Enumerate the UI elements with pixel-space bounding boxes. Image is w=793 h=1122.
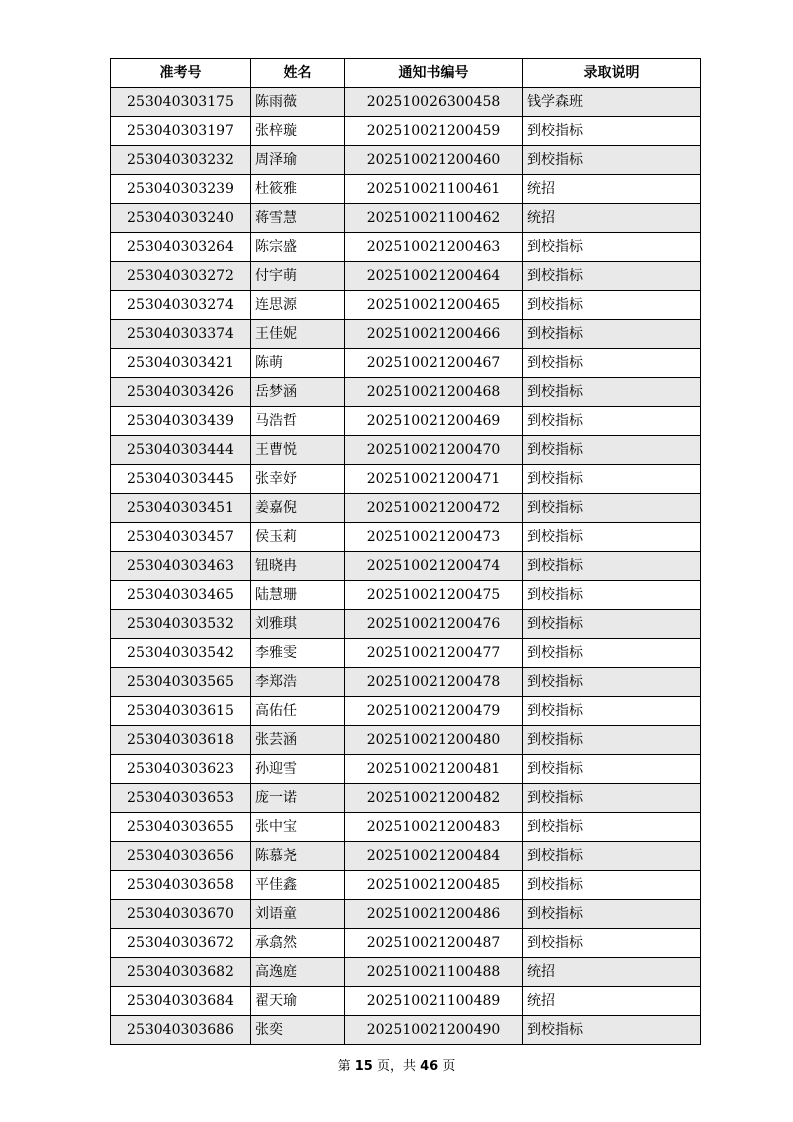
admission-note-cell: 到校指标 <box>523 552 701 581</box>
table-row <box>111 436 701 465</box>
exam-number-cell: 253040303457 <box>111 523 251 552</box>
notice-number-cell: 202510021200473 <box>345 523 523 552</box>
exam-number-cell: 253040303439 <box>111 407 251 436</box>
notice-number-cell: 202510021200475 <box>345 581 523 610</box>
admission-note-cell: 到校指标 <box>523 494 701 523</box>
name-cell: 王曹悦 <box>251 436 345 465</box>
notice-number-cell: 202510021200460 <box>345 146 523 175</box>
exam-number-cell: 253040303670 <box>111 900 251 929</box>
name-cell: 陆慧珊 <box>251 581 345 610</box>
name-cell: 陈宗盛 <box>251 233 345 262</box>
table-row <box>111 784 701 813</box>
admission-note-cell: 到校指标 <box>523 668 701 697</box>
table-row <box>111 813 701 842</box>
notice-number-cell: 202510021200487 <box>345 929 523 958</box>
name-cell: 张幸妤 <box>251 465 345 494</box>
notice-number-cell: 202510021100461 <box>345 175 523 204</box>
table-row <box>111 552 701 581</box>
admission-note-cell: 到校指标 <box>523 784 701 813</box>
header-admission-note: 录取说明 <box>523 59 701 88</box>
notice-number-cell: 202510021200478 <box>345 668 523 697</box>
table-row <box>111 146 701 175</box>
name-cell: 高逸庭 <box>251 958 345 987</box>
name-cell: 蒋雪慧 <box>251 204 345 233</box>
notice-number-cell: 202510021200467 <box>345 349 523 378</box>
admission-note-cell: 统招 <box>523 175 701 204</box>
exam-number-cell: 253040303240 <box>111 204 251 233</box>
header-notice-number: 通知书编号 <box>345 59 523 88</box>
exam-number-cell: 253040303623 <box>111 755 251 784</box>
admission-table <box>110 58 701 1045</box>
exam-number-cell: 253040303274 <box>111 291 251 320</box>
notice-number-cell: 202510021200466 <box>345 320 523 349</box>
name-cell: 承翕然 <box>251 929 345 958</box>
name-cell: 侯玉莉 <box>251 523 345 552</box>
name-cell: 张芸涵 <box>251 726 345 755</box>
notice-number-cell: 202510021100489 <box>345 987 523 1016</box>
admission-note-cell: 到校指标 <box>523 523 701 552</box>
admission-note-cell: 到校指标 <box>523 407 701 436</box>
notice-number-cell: 202510021200485 <box>345 871 523 900</box>
name-cell: 钮晓冉 <box>251 552 345 581</box>
notice-number-cell: 202510021200464 <box>345 262 523 291</box>
admission-note-cell: 统招 <box>523 204 701 233</box>
notice-number-cell: 202510021200477 <box>345 639 523 668</box>
name-cell: 翟天瑜 <box>251 987 345 1016</box>
notice-number-cell: 202510021200479 <box>345 697 523 726</box>
notice-number-cell: 202510021200465 <box>345 291 523 320</box>
exam-number-cell: 253040303463 <box>111 552 251 581</box>
table-row <box>111 320 701 349</box>
table-row <box>111 233 701 262</box>
exam-number-cell: 253040303655 <box>111 813 251 842</box>
admission-note-cell: 到校指标 <box>523 262 701 291</box>
table-row <box>111 871 701 900</box>
admission-note-cell: 到校指标 <box>523 1016 701 1045</box>
notice-number-cell: 202510026300458 <box>345 88 523 117</box>
notice-number-cell: 202510021200469 <box>345 407 523 436</box>
notice-number-cell: 202510021200481 <box>345 755 523 784</box>
admission-note-cell: 到校指标 <box>523 871 701 900</box>
table-row <box>111 929 701 958</box>
name-cell: 平佳鑫 <box>251 871 345 900</box>
name-cell: 连思源 <box>251 291 345 320</box>
exam-number-cell: 253040303565 <box>111 668 251 697</box>
exam-number-cell: 253040303264 <box>111 233 251 262</box>
table-row <box>111 407 701 436</box>
notice-number-cell: 202510021200486 <box>345 900 523 929</box>
table-row <box>111 88 701 117</box>
exam-number-cell: 253040303615 <box>111 697 251 726</box>
exam-number-cell: 253040303618 <box>111 726 251 755</box>
page-footer <box>0 1055 793 1074</box>
table-row <box>111 726 701 755</box>
name-cell: 陈萌 <box>251 349 345 378</box>
name-cell: 张奕 <box>251 1016 345 1045</box>
exam-number-cell: 253040303444 <box>111 436 251 465</box>
admission-note-cell: 到校指标 <box>523 697 701 726</box>
admission-note-cell: 到校指标 <box>523 349 701 378</box>
exam-number-cell: 253040303684 <box>111 987 251 1016</box>
name-cell: 陈雨薇 <box>251 88 345 117</box>
exam-number-cell: 253040303672 <box>111 929 251 958</box>
name-cell: 周泽瑜 <box>251 146 345 175</box>
table-row <box>111 349 701 378</box>
notice-number-cell: 202510021200472 <box>345 494 523 523</box>
exam-number-cell: 253040303239 <box>111 175 251 204</box>
name-cell: 庞一诺 <box>251 784 345 813</box>
admission-note-cell: 到校指标 <box>523 610 701 639</box>
table-row <box>111 958 701 987</box>
name-cell: 付宇萌 <box>251 262 345 291</box>
admission-note-cell: 到校指标 <box>523 726 701 755</box>
name-cell: 刘语童 <box>251 900 345 929</box>
table-row <box>111 842 701 871</box>
exam-number-cell: 253040303272 <box>111 262 251 291</box>
table-row <box>111 639 701 668</box>
exam-number-cell: 253040303532 <box>111 610 251 639</box>
notice-number-cell: 202510021200476 <box>345 610 523 639</box>
table-row <box>111 987 701 1016</box>
admission-note-cell: 到校指标 <box>523 233 701 262</box>
exam-number-cell: 253040303682 <box>111 958 251 987</box>
table-row <box>111 262 701 291</box>
name-cell: 马浩哲 <box>251 407 345 436</box>
admission-note-cell: 到校指标 <box>523 117 701 146</box>
admission-note-cell: 统招 <box>523 987 701 1016</box>
table-row <box>111 494 701 523</box>
exam-number-cell: 253040303656 <box>111 842 251 871</box>
exam-number-cell: 253040303197 <box>111 117 251 146</box>
name-cell: 岳梦涵 <box>251 378 345 407</box>
admission-note-cell: 到校指标 <box>523 146 701 175</box>
notice-number-cell: 202510021200468 <box>345 378 523 407</box>
notice-number-cell: 202510021100488 <box>345 958 523 987</box>
notice-number-cell: 202510021200459 <box>345 117 523 146</box>
header-name: 姓名 <box>251 59 345 88</box>
notice-number-cell: 202510021200484 <box>345 842 523 871</box>
table-row <box>111 610 701 639</box>
exam-number-cell: 253040303421 <box>111 349 251 378</box>
table-row <box>111 465 701 494</box>
table-row <box>111 1016 701 1045</box>
admission-note-cell: 到校指标 <box>523 320 701 349</box>
name-cell: 刘雅琪 <box>251 610 345 639</box>
exam-number-cell: 253040303374 <box>111 320 251 349</box>
notice-number-cell: 202510021200480 <box>345 726 523 755</box>
admission-note-cell: 到校指标 <box>523 465 701 494</box>
table-row <box>111 117 701 146</box>
name-cell: 杜筱雅 <box>251 175 345 204</box>
exam-number-cell: 253040303658 <box>111 871 251 900</box>
name-cell: 孙迎雪 <box>251 755 345 784</box>
exam-number-cell: 253040303445 <box>111 465 251 494</box>
footer-middle: 页，共 <box>376 1059 416 1074</box>
admission-note-cell: 到校指标 <box>523 291 701 320</box>
admission-note-cell: 到校指标 <box>523 929 701 958</box>
name-cell: 李雅雯 <box>251 639 345 668</box>
name-cell: 王佳妮 <box>251 320 345 349</box>
exam-number-cell: 253040303232 <box>111 146 251 175</box>
table-row <box>111 204 701 233</box>
table-row <box>111 668 701 697</box>
admission-note-cell: 到校指标 <box>523 900 701 929</box>
exam-number-cell: 253040303542 <box>111 639 251 668</box>
footer-current-page: 15 <box>354 1059 373 1074</box>
table-row <box>111 697 701 726</box>
admission-note-cell: 到校指标 <box>523 378 701 407</box>
notice-number-cell: 202510021200483 <box>345 813 523 842</box>
table-row <box>111 523 701 552</box>
admission-note-cell: 到校指标 <box>523 755 701 784</box>
admission-note-cell: 到校指标 <box>523 842 701 871</box>
name-cell: 张梓璇 <box>251 117 345 146</box>
name-cell: 李郑浩 <box>251 668 345 697</box>
notice-number-cell: 202510021200474 <box>345 552 523 581</box>
exam-number-cell: 253040303653 <box>111 784 251 813</box>
table-row <box>111 378 701 407</box>
header-exam-number: 准考号 <box>111 59 251 88</box>
admission-note-cell: 统招 <box>523 958 701 987</box>
exam-number-cell: 253040303465 <box>111 581 251 610</box>
notice-number-cell: 202510021100462 <box>345 204 523 233</box>
footer-prefix: 第 <box>337 1059 351 1074</box>
exam-number-cell: 253040303686 <box>111 1016 251 1045</box>
footer-suffix: 页 <box>442 1059 456 1074</box>
table-row <box>111 755 701 784</box>
admission-note-cell: 到校指标 <box>523 813 701 842</box>
exam-number-cell: 253040303175 <box>111 88 251 117</box>
exam-number-cell: 253040303426 <box>111 378 251 407</box>
name-cell: 张中宝 <box>251 813 345 842</box>
notice-number-cell: 202510021200463 <box>345 233 523 262</box>
footer-total-pages: 46 <box>420 1059 439 1074</box>
admission-note-cell: 到校指标 <box>523 639 701 668</box>
table-row <box>111 581 701 610</box>
header-row <box>111 59 701 88</box>
name-cell: 陈慕尧 <box>251 842 345 871</box>
admission-note-cell: 到校指标 <box>523 436 701 465</box>
notice-number-cell: 202510021200490 <box>345 1016 523 1045</box>
name-cell: 姜嘉倪 <box>251 494 345 523</box>
notice-number-cell: 202510021200482 <box>345 784 523 813</box>
table-body <box>111 88 701 1045</box>
table-row <box>111 900 701 929</box>
notice-number-cell: 202510021200470 <box>345 436 523 465</box>
admission-note-cell: 钱学森班 <box>523 88 701 117</box>
notice-number-cell: 202510021200471 <box>345 465 523 494</box>
name-cell: 高佑任 <box>251 697 345 726</box>
admission-note-cell: 到校指标 <box>523 581 701 610</box>
table-row <box>111 291 701 320</box>
exam-number-cell: 253040303451 <box>111 494 251 523</box>
table-row <box>111 175 701 204</box>
